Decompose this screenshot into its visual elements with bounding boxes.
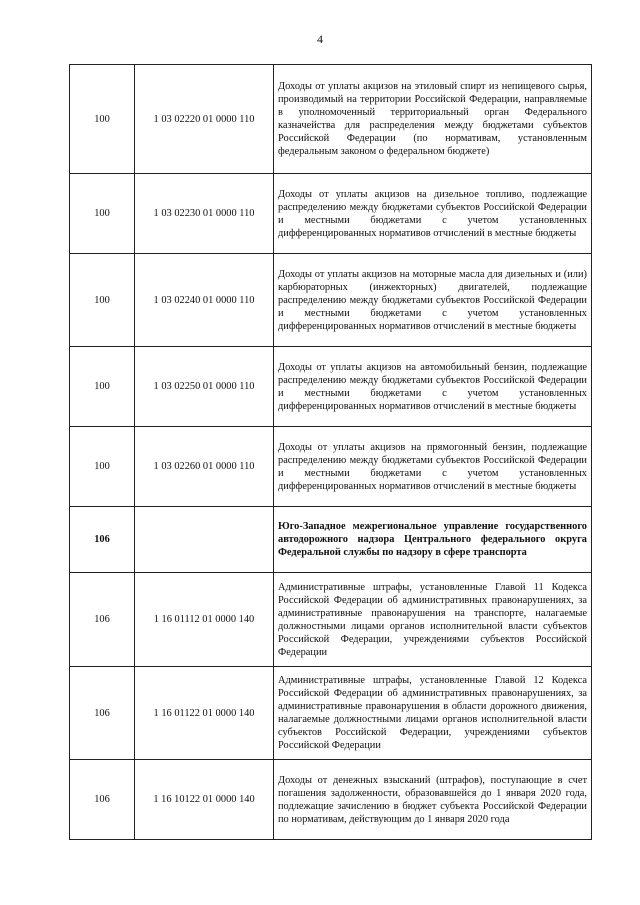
kbk-code-cell: 1 03 02230 01 0000 110 xyxy=(135,174,274,254)
table-row xyxy=(70,427,592,507)
admin-code-cell: 100 xyxy=(70,65,135,174)
kbk-code-cell: 1 03 02260 01 0000 110 xyxy=(135,427,274,507)
budget-codes-table xyxy=(69,64,592,840)
admin-code-cell: 106 xyxy=(70,760,135,840)
kbk-code-cell xyxy=(135,507,274,573)
description-cell: Доходы от уплаты акцизов на прямогонный бензин, подлежащие распределению между бюджетами субъектов Российской Федерации и местными бюджетами с учетом установленных дифференцированных нормативов отчислений в местные бюджеты xyxy=(274,427,592,507)
admin-code-cell: 100 xyxy=(70,174,135,254)
table-row xyxy=(70,254,592,347)
kbk-code-cell: 1 03 02250 01 0000 110 xyxy=(135,347,274,427)
kbk-code-cell: 1 03 02220 01 0000 110 xyxy=(135,65,274,174)
table-row xyxy=(70,760,592,840)
admin-code-cell: 106 xyxy=(70,573,135,667)
kbk-code-cell: 1 16 10122 01 0000 140 xyxy=(135,760,274,840)
admin-code-cell: 106 xyxy=(70,667,135,760)
table-row-section-header xyxy=(70,507,592,573)
table-row xyxy=(70,65,592,174)
kbk-code-cell: 1 16 01122 01 0000 140 xyxy=(135,667,274,760)
description-cell: Доходы от уплаты акцизов на автомобильный бензин, подлежащие распределению между бюджетами субъектов Российской Федерации и местными бюджетами с учетом установленных дифференцированных нормативов отчислений в местные бюджеты xyxy=(274,347,592,427)
description-cell: Доходы от уплаты акцизов на дизельное топливо, подлежащие распределению между бюджетами субъектов Российской Федерации и местными бюджетами с учетом установленных дифференцированных нормативов отчислений в местные бюджеты xyxy=(274,174,592,254)
admin-code-cell: 100 xyxy=(70,254,135,347)
description-cell: Административные штрафы, установленные Главой 11 Кодекса Российской Федерации об административных правонарушениях, за административные правонарушения на транспорте, налагаемые должностными лицами органов исполнительной власти субъектов Российской Федерации, учреждениями субъектов Российской Федерации xyxy=(274,573,592,667)
table-row xyxy=(70,667,592,760)
description-cell: Доходы от денежных взысканий (штрафов), поступающие в счет погашения задолженности, образовавшейся до 1 января 2020 года, подлежащие зачислению в бюджет субъекта Российской Федерации по нормативам, действующим до 1 января 2020 года xyxy=(274,760,592,840)
table-row xyxy=(70,347,592,427)
admin-code-cell: 100 xyxy=(70,427,135,507)
admin-code-cell: 100 xyxy=(70,347,135,427)
kbk-code-cell: 1 16 01112 01 0000 140 xyxy=(135,573,274,667)
admin-code-cell: 106 xyxy=(70,507,135,573)
description-cell: Доходы от уплаты акцизов на этиловый спирт из непищевого сырья, производимый на территории Российской Федерации, направляемые в уполномоченный территориальный орган Федерального казначейства для распределения между бюджетами субъектов Российской Федерации (по нормативам, установленным федеральным законом о федеральном бюджете) xyxy=(274,65,592,174)
table-row xyxy=(70,573,592,667)
administrator-name-cell: Юго-Западное межрегиональное управление государственного автодорожного надзора Центрального федерального округа Федеральной службы по надзору в сфере транспорта xyxy=(274,507,592,573)
description-cell: Административные штрафы, установленные Главой 12 Кодекса Российской Федерации об административных правонарушениях, за административные правонарушения в области дорожного движения, налагаемые должностными лицами органов исполнительной власти субъектов Российской Федерации, учреждениями субъектов Российской Федерации xyxy=(274,667,592,760)
page-number: 4 xyxy=(317,32,323,46)
kbk-code-cell: 1 03 02240 01 0000 110 xyxy=(135,254,274,347)
table-row xyxy=(70,174,592,254)
description-cell: Доходы от уплаты акцизов на моторные масла для дизельных и (или) карбюраторных (инжекторных) двигателей, подлежащие распределению между бюджетами субъектов Российской Федерации и местными бюджетами с учетом установленных дифференцированных нормативов отчислений в местные бюджеты xyxy=(274,254,592,347)
